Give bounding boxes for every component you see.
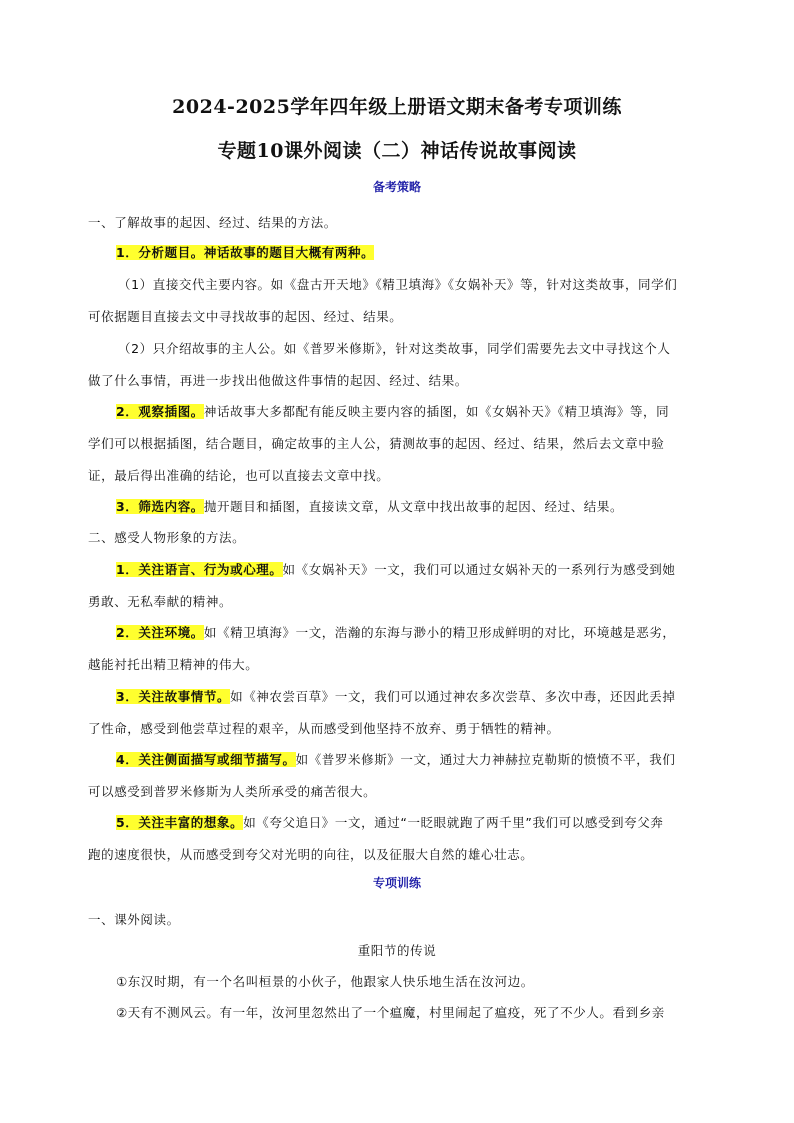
document-title: 2024-2025学年四年级上册语文期末备考专项训练 <box>172 96 622 118</box>
p1a-line2: 可依据题目直接去文中寻找故事的起因、经过、结果。 <box>88 309 403 324</box>
part1-heading: 一、了解故事的起因、经过、结果的方法。 <box>88 215 337 230</box>
p2-line1: 2．观察插图。神话故事大多都配有能反映主要内容的插图，如《女娲补天》《精卫填海》等，同 <box>116 404 670 419</box>
p1b-line2: 做了什么事情，再进一步找出他做这件事情的起因、经过、结果。 <box>88 373 468 388</box>
q2-line1: 2．关注环境。如《精卫填海》一文，浩瀚的东海与渺小的精卫形成鲜明的对比，环境越是恶劣， <box>116 625 676 640</box>
section-strategy-heading: 备考策略 <box>372 180 421 194</box>
q1-highlight: 1．关注语言、行为或心理。 <box>116 562 283 577</box>
p3-highlight: 3．筛选内容。 <box>116 499 204 514</box>
p2-line3: 证，最后得出准确的结论，也可以直接去文章中找。 <box>88 468 390 483</box>
q5-line1: 5．关注丰富的想象。如《夸父追日》一文，通过“一眨眼就跑了两千里”我们可以感受到夸父奔 <box>116 815 664 830</box>
q4-line1: 4．关注侧面描写或细节描写。如《普罗米修斯》一文，通过大力神赫拉克勒斯的愤愤不平，我们 <box>116 752 676 767</box>
q4-highlight: 4．关注侧面描写或细节描写。 <box>116 752 296 767</box>
p2-line2: 学们可以根据插图，结合题目，确定故事的主人公，猜测故事的起因、经过、结果，然后去文章中验 <box>88 436 665 451</box>
q3-highlight: 3．关注故事情节。 <box>116 689 231 704</box>
section-training-heading: 专项训练 <box>372 876 421 890</box>
p1a-line1: （1）直接交代主要内容。如《盘古开天地》《精卫填海》《女娲补天》等，针对这类故事，同学们 <box>118 277 678 292</box>
q5-highlight: 5．关注丰富的想象。 <box>116 815 244 830</box>
q2-line2: 越能衬托出精卫精神的伟大。 <box>88 657 259 672</box>
q1-line1: 1．关注语言、行为或心理。如《女娲补天》一文，我们可以通过女娲补天的一系列行为感受到她 <box>116 562 676 577</box>
q3-line2: 了性命，感受到他尝草过程的艰辛，从而感受到他坚持不放弃、勇于牺牲的精神。 <box>88 721 560 736</box>
training-heading: 一、课外阅读。 <box>88 912 180 927</box>
q3-line1: 3．关注故事情节。如《神农尝百草》一文，我们可以通过神农多次尝草、多次中毒，还因此丢掉 <box>116 689 676 704</box>
document-subtitle: 专题10课外阅读（二）神话传说故事阅读 <box>217 140 577 162</box>
p2-highlight: 2．观察插图。 <box>116 404 204 419</box>
p1b-line1: （2）只介绍故事的主人公。如《普罗米修斯》，针对这类故事，同学们需要先去文中寻找这个人 <box>118 341 671 356</box>
q4-line2: 可以感受到普罗米修斯为人类所承受的痛苦很大。 <box>88 784 377 799</box>
p1-paragraph <box>116 244 708 262</box>
q1-line2: 勇敢、无私奉献的精神。 <box>88 594 233 609</box>
q2-highlight: 2．关注环境。 <box>116 625 204 640</box>
story-para-2: ②天有不测风云。有一年，汝河里忽然出了一个瘟魔，村里闹起了瘟疫，死了不少人。看到乡亲 <box>116 1005 665 1020</box>
story-title: 重阳节的传说 <box>357 943 437 958</box>
part2-heading: 二、感受人物形象的方法。 <box>88 530 246 545</box>
q5-line2: 跑的速度很快，从而感受到夸父对光明的向往，以及征服大自然的雄心壮志。 <box>88 847 534 862</box>
story-para-1: ①东汉时期，有一个名叫桓景的小伙子，他跟家人快乐地生活在汝河边。 <box>116 974 534 989</box>
p3-line1: 3．筛选内容。抛开题目和插图，直接读文章，从文章中找出故事的起因、经过、结果。 <box>116 499 624 514</box>
p1-highlight: 1．分析题目。神话故事的题目大概有两种。 <box>116 245 375 260</box>
